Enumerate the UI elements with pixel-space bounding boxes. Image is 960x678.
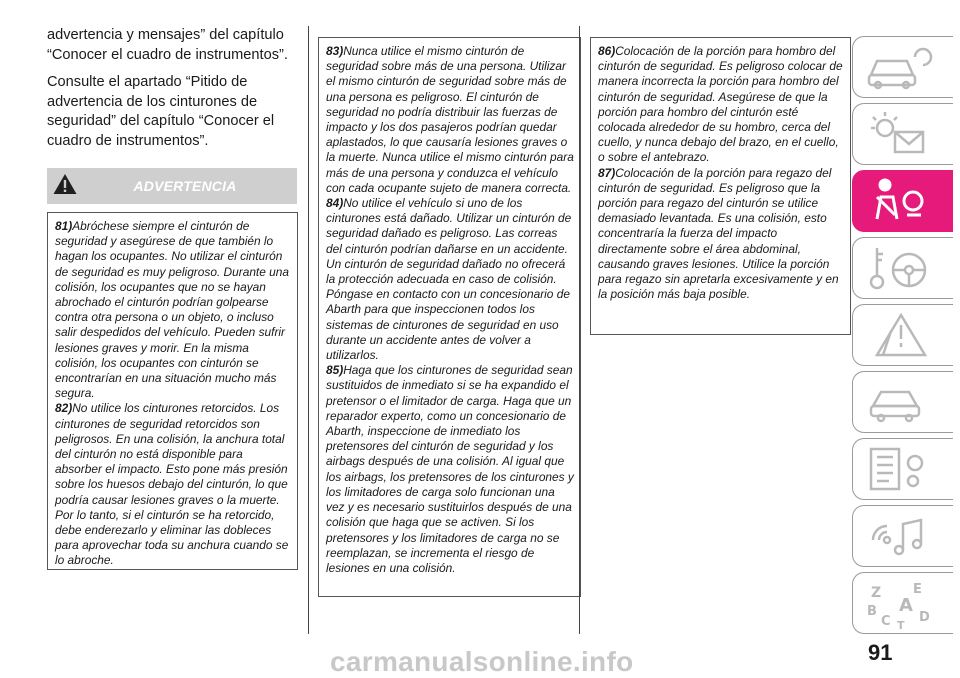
note-text: Haga que los cinturones de seguridad sean sustituidos de inmediato si se ha expandido el pretensor o el limitador de carga. Haga que un reparador experto, como un concesionario de Abarth, inspeccione de inmediato los pretensores del cinturón de seguridad y los airbags después de una colisión. Al igual que los airbags, los pretensores de los cinturones y los limitadores de carga solo funcionan una vez y es necesario sustituirlos después de una colisión que haga que se activen. Si los pretensores y los limitadores de carga no se reemplazan, se incrementa el riesgo de lesiones en una colisión. [326, 363, 574, 575]
note-87 [598, 166, 844, 303]
note-text: No utilice el vehículo si uno de los cinturones está dañado. Utilizar un cinturón de seguridad dañado es peligroso. Las correas del cinturón podrían dañarse en un accidente. Un cinturón de seguridad dañado no ofrecerá la protección adecuada en caso de colisión. Póngase en contacto con un concesionario de Abarth para que inspeccionen todos los sistemas de cinturones de seguridad en uso durante un accidente antes de volver a utilizarlos. [326, 196, 572, 363]
multimedia-icon [863, 510, 933, 562]
note-number: 82) [55, 401, 73, 416]
tab-car-service[interactable] [852, 371, 953, 433]
page-number: 91 [868, 640, 893, 665]
note-text: Nunca utilice el mismo cinturón de seguridad sobre más de una persona. Utilizar el mismo cinturón de seguridad sobre más de una persona es peligroso. El cinturón de seguridad no podría distribuir las fuerzas de impacto y los dos pasajeros podrían quedar aplastados, lo que causaría lesiones graves o la muerte. Nunca utilice el mismo cinturón para más de una persona y conduzca el vehículo con cada ocupante sujeto de manera correcta. [326, 44, 574, 195]
note-text: Colocación de la porción para hombro del cinturón de seguridad. Es peligroso colocar de manera incorrecta la porción para hombro del cinturón de seguridad. Asegúrese de que la porción para hombro del cinturón esté colocada alrededor de su hombro, cerca del cuello, y nunca debajo del brazo, en el cuello, o sobre el antebrazo. [598, 44, 843, 165]
warning-box-right [590, 37, 851, 335]
note-number: 84) [326, 196, 344, 211]
tab-road-emergency[interactable] [852, 304, 953, 366]
note-text: Colocación de la porción para regazo del cinturón de seguridad. Es peligroso que la porción para regazo del cinturón se utilice demasiado levantada. Es una colisión, esto concentraría la fuerza del impacto directamente sobre el área abdominal, causando graves lesiones. Utilice la porción para regazo sin apretarla excesivamente y en la posición más baja posible. [598, 165, 839, 302]
note-85 [326, 363, 574, 576]
note-number: 83) [326, 44, 344, 58]
tab-specs-gear[interactable] [852, 438, 953, 500]
tab-index-abc[interactable] [852, 572, 953, 634]
index-abc-icon [863, 577, 933, 629]
svg-text:E: E [913, 582, 922, 597]
intro-paragraph-2: Consulte el apartado “Pitido de advertencia de los cinturones de seguridad” del capítulo “Conocer el cuadro de instrumentos”. [47, 74, 275, 149]
note-number: 87) [598, 165, 616, 180]
note-text: Abróchese siempre el cinturón de seguridad y asegúrese de que también lo hagan los ocupantes. No utilizar el cinturón de seguridad es muy peligroso. Durante una colisión, los ocupantes que no se hayan abrochado el cinturón podrían golpearse contra otra persona o un objeto, o incluso salir despedidos del vehículo. Pueden sufrir lesiones graves y morir. En la misma colisión, los ocupantes con cinturón se encontrarían en una situación mucho más segura. [55, 219, 289, 401]
column-divider [308, 26, 309, 634]
note-number: 81) [55, 219, 73, 233]
svg-text:C: C [881, 614, 891, 629]
warning-box-left [47, 212, 298, 570]
tab-car-dashboard[interactable] [852, 36, 953, 98]
tab-multimedia[interactable] [852, 505, 953, 567]
note-82 [55, 401, 291, 568]
svg-text:T: T [897, 619, 905, 629]
intro-text [47, 26, 297, 159]
note-84 [326, 196, 574, 363]
warning-lights-icon [863, 108, 933, 160]
note-86 [598, 44, 844, 166]
note-83 [326, 44, 574, 196]
watermark: carmanualsonline.info [330, 646, 634, 677]
tab-warning-lights[interactable] [852, 103, 953, 165]
note-81 [55, 219, 291, 401]
column-divider [579, 26, 580, 634]
car-service-icon [863, 376, 933, 428]
note-number: 85) [326, 363, 344, 378]
svg-text:A: A [899, 595, 913, 616]
key-steering-icon [863, 242, 933, 294]
svg-text:Z: Z [871, 585, 882, 601]
note-text: No utilice los cinturones retorcidos. Los cinturones de seguridad retorcidos son peligrosos. En una colisión, la anchura total del cinturón no está disponible para absorber el impacto. Esto pone más presión sobre los huesos debajo del cinturón, lo que podría causar lesiones graves o la muerte. Por lo tanto, si el cinturón se ha retorcido, debe enderezarlo y eliminar las dobleces para aprovechar toda su anchura cuando se lo abroche. [55, 401, 289, 568]
note-number: 86) [598, 44, 616, 58]
warning-title: ADVERTENCIA [133, 178, 237, 194]
specs-gear-icon [863, 443, 933, 495]
warning-box-middle [318, 37, 581, 597]
road-emergency-icon [863, 309, 933, 361]
svg-text:B: B [867, 604, 877, 619]
intro-paragraph-1: advertencia y mensajes” del capítulo “Conocer el cuadro de instrumentos”. [47, 27, 288, 63]
car-dashboard-icon [863, 41, 933, 93]
warning-header [47, 168, 297, 204]
seatbelt-airbag-icon [863, 175, 933, 227]
tab-seatbelt-airbag[interactable] [852, 170, 953, 232]
svg-text:D: D [919, 610, 930, 625]
tab-key-steering[interactable] [852, 237, 953, 299]
